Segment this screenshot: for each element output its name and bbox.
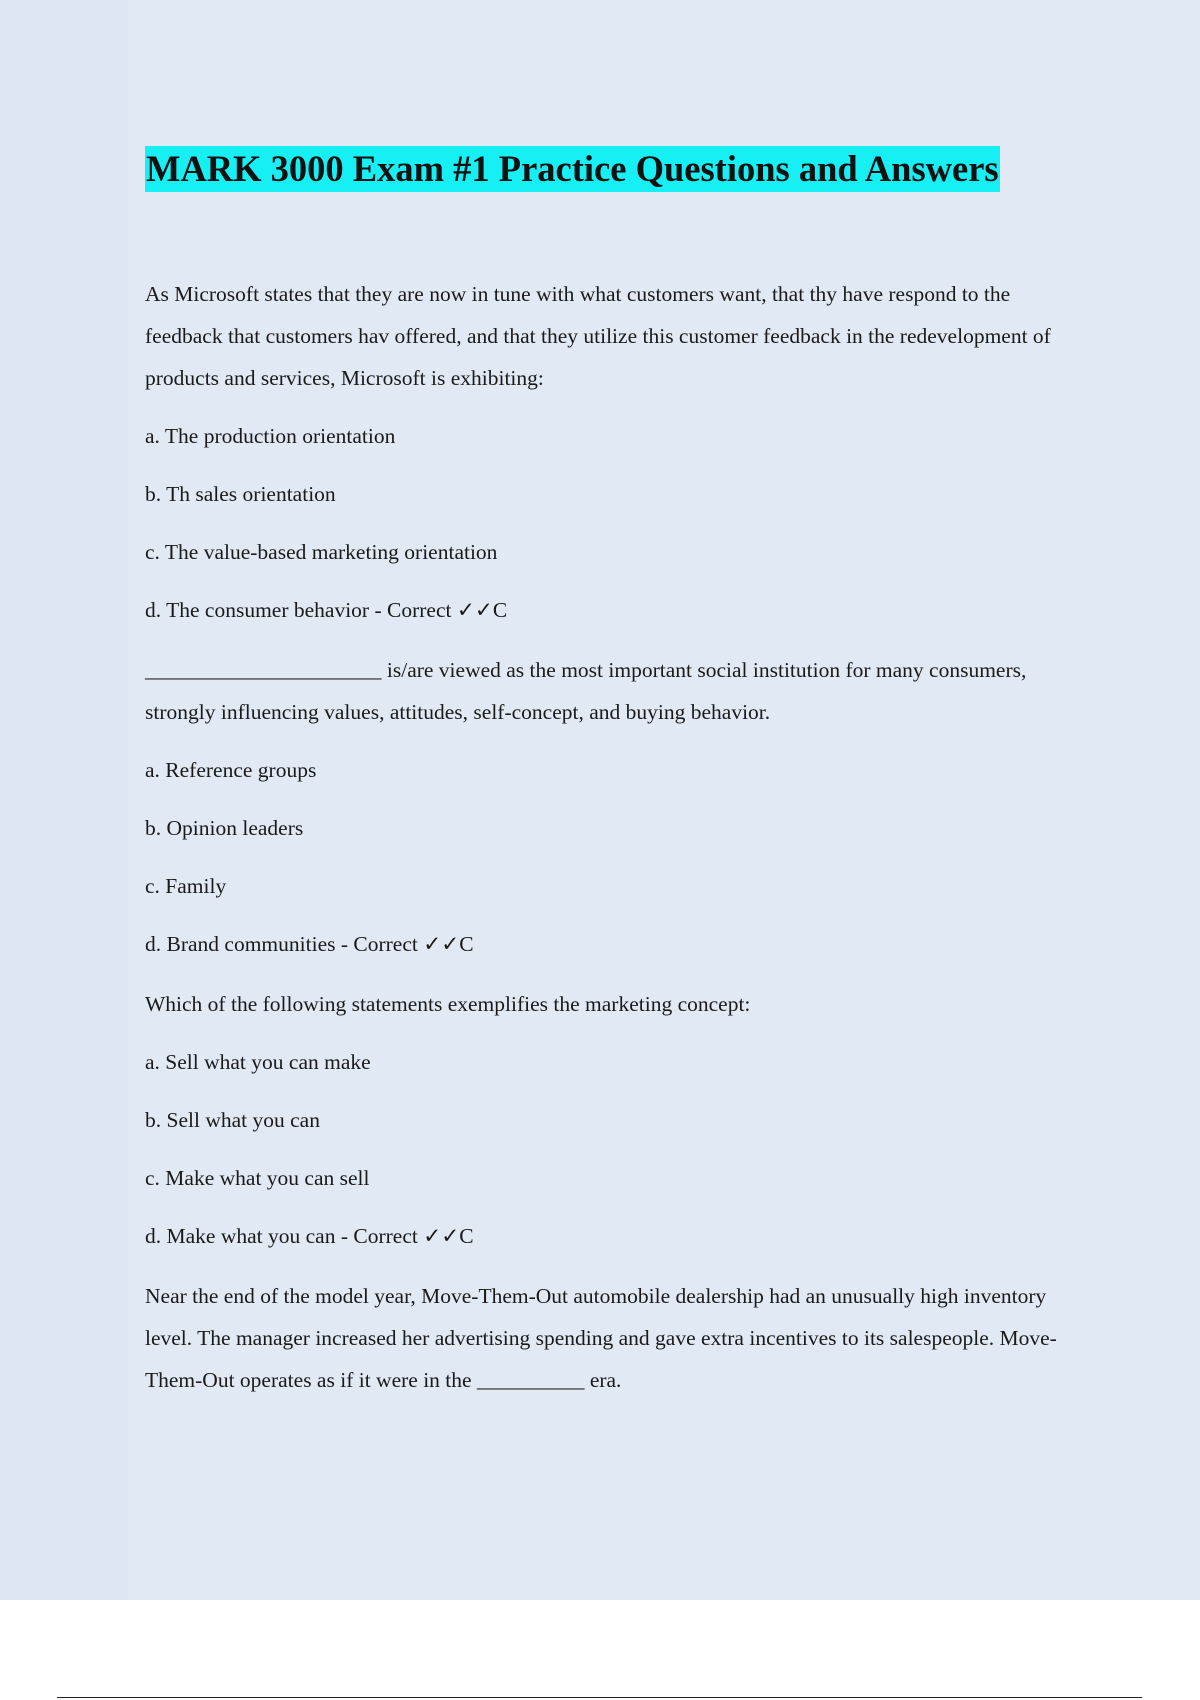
answer-option: c. The value-based marketing orientation [145,540,498,564]
answer-option: b. Opinion leaders [145,816,304,840]
answer-option: c. Make what you can sell [145,1166,370,1190]
page-margin-shade [0,0,128,1600]
question-text: ______________________ is/are viewed as the most important social institution for many consumers, strongly influencing values, attitudes, self-concept, and buying behavior. [145,658,1027,724]
question-text: As Microsoft states that they are now in tune with what customers want, that thy have respond to the feedback that customers hav offered, and that they utilize this customer feedback in the redevelopment of products and services, Microsoft is exhibiting: [145,282,1051,390]
question-block-4 [145,1275,1090,1401]
answer-option-correct: d. The consumer behavior - Correct ✓✓C [145,598,508,622]
question-text: Which of the following statements exemplifies the marketing concept: [145,992,751,1016]
answer-option-correct: d. Brand communities - Correct ✓✓C [145,932,474,956]
document-body [145,273,1090,1417]
answer-option: a. Sell what you can make [145,1050,371,1074]
question-block-2 [145,649,1090,965]
question-block-1 [145,273,1090,631]
answer-option: b. Sell what you can [145,1108,320,1132]
answer-option: a. Reference groups [145,758,317,782]
answer-option: b. Th sales orientation [145,482,336,506]
answer-option: c. Family [145,874,227,898]
answer-option: a. The production orientation [145,424,396,448]
footer-divider [57,1697,1142,1698]
question-block-3 [145,983,1090,1257]
answer-option-correct: d. Make what you can - Correct ✓✓C [145,1224,474,1248]
document-title: MARK 3000 Exam #1 Practice Questions and Answers [145,146,1000,192]
question-text: Near the end of the model year, Move-Them-Out automobile dealership had an unusually high inventory level. The manager increased her advertising spending and gave extra incentives to its salespeople. Move-Them-Out operates as if it were in the __________ era. [145,1284,1057,1392]
